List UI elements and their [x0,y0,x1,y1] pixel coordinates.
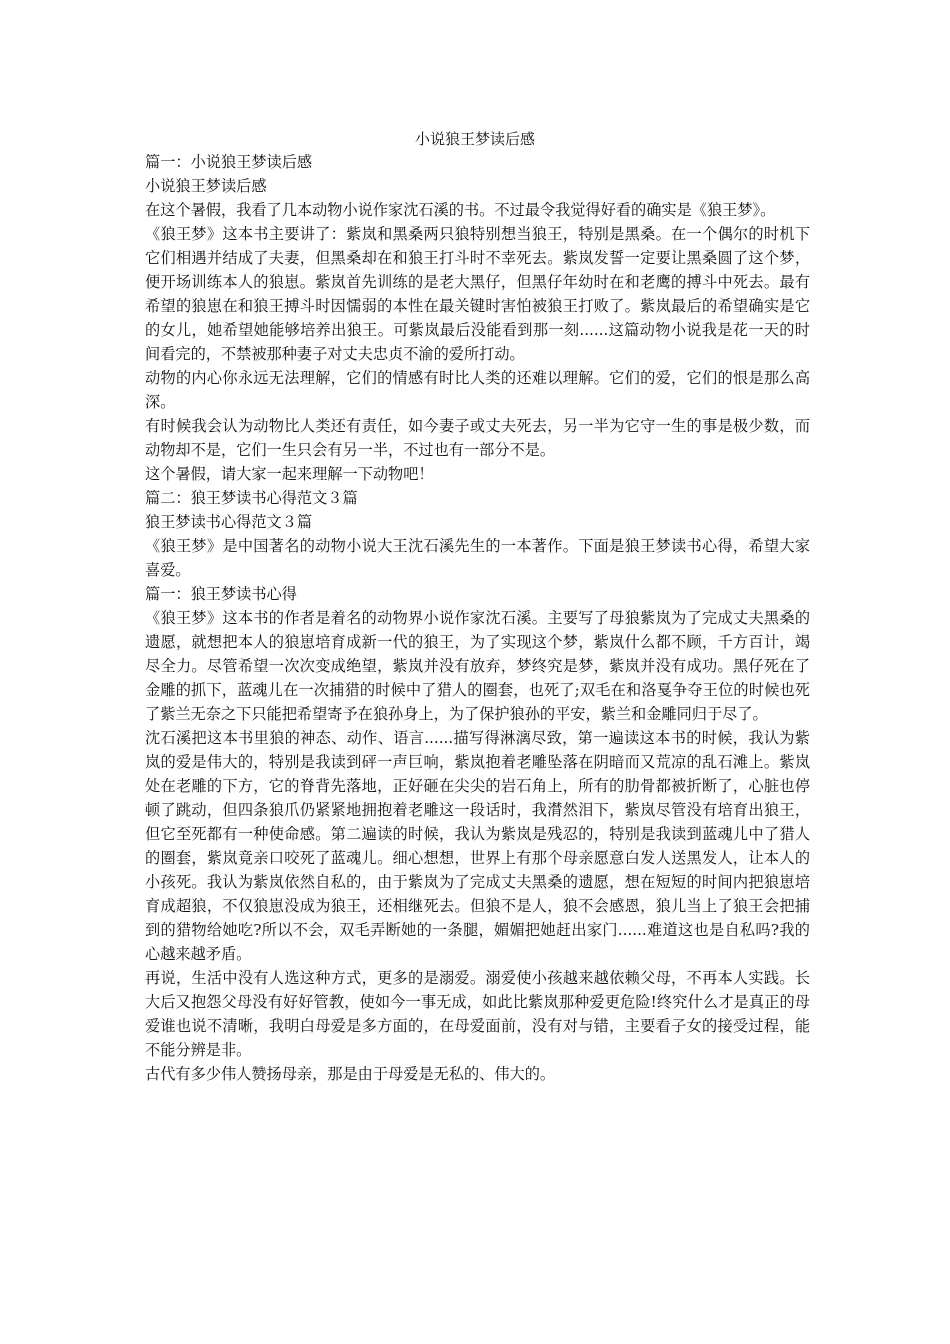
paragraph: 古代有多少伟人赞扬母亲，那是由于母爱是无私的、伟大的。 [145,1065,556,1083]
paragraph: 再说，生活中没有人选这种方式，更多的是溺爱。溺爱使小孩越来越依赖父母，不再本人实践。长大后又抱怨父母没有好好管教，使如今一事无成，如此比紫岚那种爱更危险!终究什么才是真正的母爱谁也说不清晰，我明白母爱是多方面的，在母爱面前，没有对与错，主要看子女的接受过程，能不能分辨是非。 [145,969,810,1059]
heading-part-two: 篇二：狼王梦读书心得范文３篇 [145,489,358,507]
paragraph: 在这个暑假，我看了几本动物小说作家沈石溪的书。不过最令我觉得好看的确实是《狼王梦》。 [145,201,776,219]
paragraph: 《狼王梦》这本书主要讲了：紫岚和黑桑两只狼特别想当狼王，特别是黑桑。在一个偶尔的时机下它们相遇并结成了夫妻，但黑桑却在和狼王打斗时不幸死去。紫岚发誓一定要让黑桑圆了这个梦，便开场训练本人的狼崽。紫岚首先训练的是老大黑仔，但黑仔年幼时在和老鹰的搏斗中死去。最有希望的狼崽在和狼王搏斗时因懦弱的本性在最关键时害怕被狼王打败了。紫岚最后的希望确实是它的女儿，她希望她能够培养出狼王。可紫岚最后没能看到那一刻......这篇动物小说我是花一天的时间看完的，不禁被那种妻子对丈夫忠贞不渝的爱所打动。 [145,225,810,363]
paragraph: 沈石溪把这本书里狼的神态、动作、语言......描写得淋漓尽致，第一遍读这本书的时候，我认为紫岚的爱是伟大的，特别是我读到砰一声巨响，紫岚抱着老雕坠落在阴暗而又荒凉的乱石滩上。紫岚处在老雕的下方，它的脊背先落地，正好砸在尖尖的岩石角上，所有的肋骨都被折断了，心脏也停顿了跳动，但四条狼爪仍紧紧地拥抱着老雕这一段话时，我潸然泪下，紫岚尽管没有培育出狼王，但它至死都有一种使命感。第二遍读的时候，我认为紫岚是残忍的，特别是我读到蓝魂儿中了猎人的圈套，紫岚竟亲口咬死了蓝魂儿。细心想想，世界上有那个母亲愿意白发人送黑发人，让本人的小孩死。我认为紫岚依然自私的，由于紫岚为了完成丈夫黑桑的遗愿，想在短短的时间内把狼崽培育成超狼，不仅狼崽没成为狼王，还相继死去。但狼不是人，狼不会感恩，狼儿当上了狼王会把捕到的猎物给她吃?所以不会，双毛弄断她的一条腿，媚媚把她赶出家门......难道这也是自私吗?我的心越来越矛盾。 [145,729,810,963]
document-body [145,150,810,1086]
paragraph: 这个暑假，请大家一起来理解一下动物吧！ [145,465,434,483]
subheading-part-two: 狼王梦读书心得范文３篇 [145,513,313,531]
paragraph: 《狼王梦》是中国著名的动物小说大王沈石溪先生的一本著作。下面是狼王梦读书心得，希望大家喜爱。 [145,537,810,579]
section-heading: 篇一：狼王梦读书心得 [145,585,297,603]
subheading-part-one: 小说狼王梦读后感 [145,177,267,195]
paragraph: 动物的内心你永远无法理解，它们的情感有时比人类的还难以理解。它们的爱，它们的恨是那么高深。 [145,369,810,411]
paragraph: 《狼王梦》这本书的作者是着名的动物界小说作家沈石溪。主要写了母狼紫岚为了完成丈夫黑桑的遗愿，就想把本人的狼崽培育成新一代的狼王，为了实现这个梦，紫岚什么都不顾，千方百计，竭尽全力。尽管希望一次次变成绝望，紫岚并没有放弃，梦终究是梦，紫岚并没有成功。黑仔死在了金雕的抓下，蓝魂儿在一次捕猎的时候中了猎人的圈套，也死了;双毛在和洛戛争夺王位的时候也死了紫兰无奈之下只能把希望寄予在狼孙身上，为了保护狼孙的平安，紫兰和金雕同归于尽了。 [145,609,810,723]
paragraph: 有时候我会认为动物比人类还有责任，如今妻子或丈夫死去，另一半为它守一生的事是极少数，而动物却不是，它们一生只会有另一半，不过也有一部分不是。 [145,417,810,459]
heading-part-one: 篇一：小说狼王梦读后感 [145,153,313,171]
document-title: 小说狼王梦读后感 [414,130,535,148]
